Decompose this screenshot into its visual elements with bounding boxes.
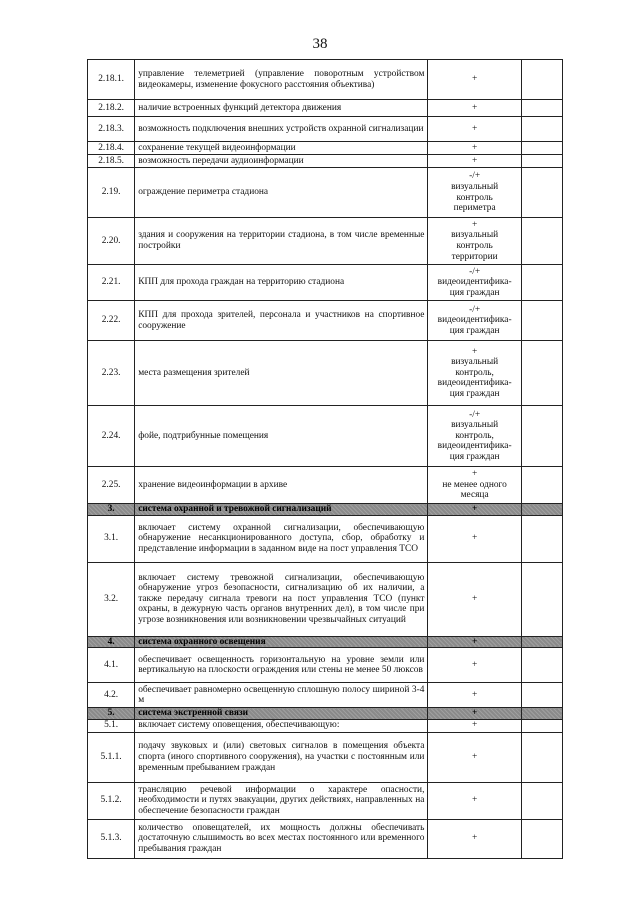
item-extra-column xyxy=(521,515,562,562)
table-row xyxy=(88,406,563,467)
item-extra-column xyxy=(521,467,562,504)
item-requirement: + xyxy=(428,648,521,683)
section-row xyxy=(88,636,563,648)
item-number: 2.21. xyxy=(88,265,135,301)
item-requirement: + визуальный контроль, видеоидентифика- ция граждан xyxy=(428,341,521,406)
item-number: 3.2. xyxy=(88,562,135,636)
item-extra-column xyxy=(521,562,562,636)
item-requirement: + xyxy=(428,732,521,782)
table-row xyxy=(88,719,563,732)
item-description: включает систему охранной сигнализации, обеспечивающую обнаружение несанкционированного доступа, сбор, обработку и представление информации в заданном виде на пост управления ТСО xyxy=(135,515,428,562)
item-number: 4.2. xyxy=(88,683,135,708)
item-description: фойе, подтрибунные помещения xyxy=(135,406,428,467)
item-description: количество оповещателей, их мощность должны обеспечивать достаточную слышимость во всех местах постоянного или временного пребывания граждан xyxy=(135,819,428,858)
item-description: ограждение периметра стадиона xyxy=(135,168,428,218)
item-extra-column xyxy=(521,218,562,265)
item-description: подачу звуковых и (или) световых сигналов в помещения объекта спорта (иного спортивного сооружения), на участки с постоянным или временным пребыванием граждан xyxy=(135,732,428,782)
item-number: 5.1. xyxy=(88,719,135,732)
page-number: 38 xyxy=(312,36,328,52)
table-row xyxy=(88,60,563,100)
requirements-table xyxy=(87,59,563,859)
item-extra-column xyxy=(521,819,562,858)
item-requirement: + xyxy=(428,719,521,732)
table-row xyxy=(88,732,563,782)
item-requirement: + визуальный контроль территории xyxy=(428,218,521,265)
item-description: наличие встроенных функций детектора движения xyxy=(135,100,428,117)
item-number: 2.23. xyxy=(88,341,135,406)
item-extra-column xyxy=(521,341,562,406)
item-extra-column xyxy=(521,782,562,819)
item-requirement: + xyxy=(428,683,521,708)
item-description: КПП для прохода граждан на территорию стадиона xyxy=(135,265,428,301)
item-extra-column xyxy=(521,301,562,341)
item-requirement: -/+ визуальный контроль периметра xyxy=(428,168,521,218)
item-requirement: + xyxy=(428,155,521,168)
item-number: 4.1. xyxy=(88,648,135,683)
item-extra-column xyxy=(521,142,562,155)
item-number: 2.19. xyxy=(88,168,135,218)
item-description: обеспечивает равномерно освещенную сплошную полосу шириной 3-4 м xyxy=(135,683,428,708)
item-requirement: + xyxy=(428,782,521,819)
item-description: хранение видеоинформации в архиве xyxy=(135,467,428,504)
item-description: КПП для прохода зрителей, персонала и участников на спортивное сооружение xyxy=(135,301,428,341)
item-extra-column xyxy=(521,504,562,516)
item-extra-column xyxy=(521,732,562,782)
item-requirement: + xyxy=(428,562,521,636)
item-requirement: + xyxy=(428,60,521,100)
item-number: 2.18.4. xyxy=(88,142,135,155)
item-description: обеспечивает освещенность горизонтальную на уровне земли или вертикальную на плоскости ограждения или стены не менее 50 люксов xyxy=(135,648,428,683)
table-row xyxy=(88,683,563,708)
item-number: 2.25. xyxy=(88,467,135,504)
item-number: 3. xyxy=(88,504,135,516)
item-description: система охранного освещения xyxy=(135,636,428,648)
item-extra-column xyxy=(521,719,562,732)
item-extra-column xyxy=(521,155,562,168)
table-row xyxy=(88,100,563,117)
section-row xyxy=(88,708,563,720)
table-row xyxy=(88,142,563,155)
item-extra-column xyxy=(521,406,562,467)
item-number: 4. xyxy=(88,636,135,648)
table-row xyxy=(88,218,563,265)
item-requirement: -/+ видеоидентифика- ция граждан xyxy=(428,265,521,301)
item-extra-column xyxy=(521,648,562,683)
table-row xyxy=(88,301,563,341)
item-number: 5.1.2. xyxy=(88,782,135,819)
item-description: включает систему тревожной сигнализации, обеспечивающую обнаружение угроз безопасности, сигнализацию об их наличии, а также передачу сигнала тревоги на пост управления ТСО (пункт охраны, в дежурную часть органов внутренних дел), в том числе при угрозе возникновения или возникновении чрезвычайных ситуаций xyxy=(135,562,428,636)
item-requirement: + xyxy=(428,636,521,648)
item-description: управление телеметрией (управление поворотным устройством видеокамеры, изменение фокусного расстояния объектива) xyxy=(135,60,428,100)
item-requirement: + xyxy=(428,819,521,858)
table-row xyxy=(88,117,563,142)
section-row xyxy=(88,504,563,516)
item-number: 5.1.1. xyxy=(88,732,135,782)
item-number: 2.20. xyxy=(88,218,135,265)
item-requirement: + xyxy=(428,515,521,562)
table-row xyxy=(88,562,563,636)
item-extra-column xyxy=(521,636,562,648)
item-number: 2.18.3. xyxy=(88,117,135,142)
item-description: возможность передачи аудиоинформации xyxy=(135,155,428,168)
item-requirement: + xyxy=(428,142,521,155)
item-extra-column xyxy=(521,100,562,117)
item-requirement: + не менее одного месяца xyxy=(428,467,521,504)
table-row xyxy=(88,819,563,858)
table-row xyxy=(88,515,563,562)
item-extra-column xyxy=(521,117,562,142)
item-extra-column xyxy=(521,683,562,708)
item-extra-column xyxy=(521,708,562,720)
item-description: сохранение текущей видеоинформации xyxy=(135,142,428,155)
table-row xyxy=(88,168,563,218)
table-row xyxy=(88,341,563,406)
item-requirement: + xyxy=(428,100,521,117)
item-requirement: -/+ визуальный контроль, видеоидентифика- ция граждан xyxy=(428,406,521,467)
table-row xyxy=(88,467,563,504)
item-requirement: + xyxy=(428,708,521,720)
item-requirement: -/+ видеоидентифика- ция граждан xyxy=(428,301,521,341)
item-description: система охранной и тревожной сигнализаций xyxy=(135,504,428,516)
item-description: система экстренной связи xyxy=(135,708,428,720)
item-description: здания и сооружения на территории стадиона, в том числе временные постройки xyxy=(135,218,428,265)
table-row xyxy=(88,265,563,301)
item-description: включает систему оповещения, обеспечивающую: xyxy=(135,719,428,732)
item-number: 3.1. xyxy=(88,515,135,562)
item-number: 2.18.5. xyxy=(88,155,135,168)
item-description: места размещения зрителей xyxy=(135,341,428,406)
item-number: 2.24. xyxy=(88,406,135,467)
item-number: 5.1.3. xyxy=(88,819,135,858)
table-row xyxy=(88,648,563,683)
item-extra-column xyxy=(521,60,562,100)
item-number: 2.18.1. xyxy=(88,60,135,100)
item-number: 5. xyxy=(88,708,135,720)
item-requirement: + xyxy=(428,117,521,142)
item-number: 2.18.2. xyxy=(88,100,135,117)
item-number: 2.22. xyxy=(88,301,135,341)
item-requirement: + xyxy=(428,504,521,516)
item-extra-column xyxy=(521,168,562,218)
item-description: возможность подключения внешних устройств охранной сигнализации xyxy=(135,117,428,142)
table-row xyxy=(88,155,563,168)
item-extra-column xyxy=(521,265,562,301)
table-row xyxy=(88,782,563,819)
item-description: трансляцию речевой информации о характере опасности, необходимости и путях эвакуации, других действиях, направленных на обеспечение безопасности граждан xyxy=(135,782,428,819)
